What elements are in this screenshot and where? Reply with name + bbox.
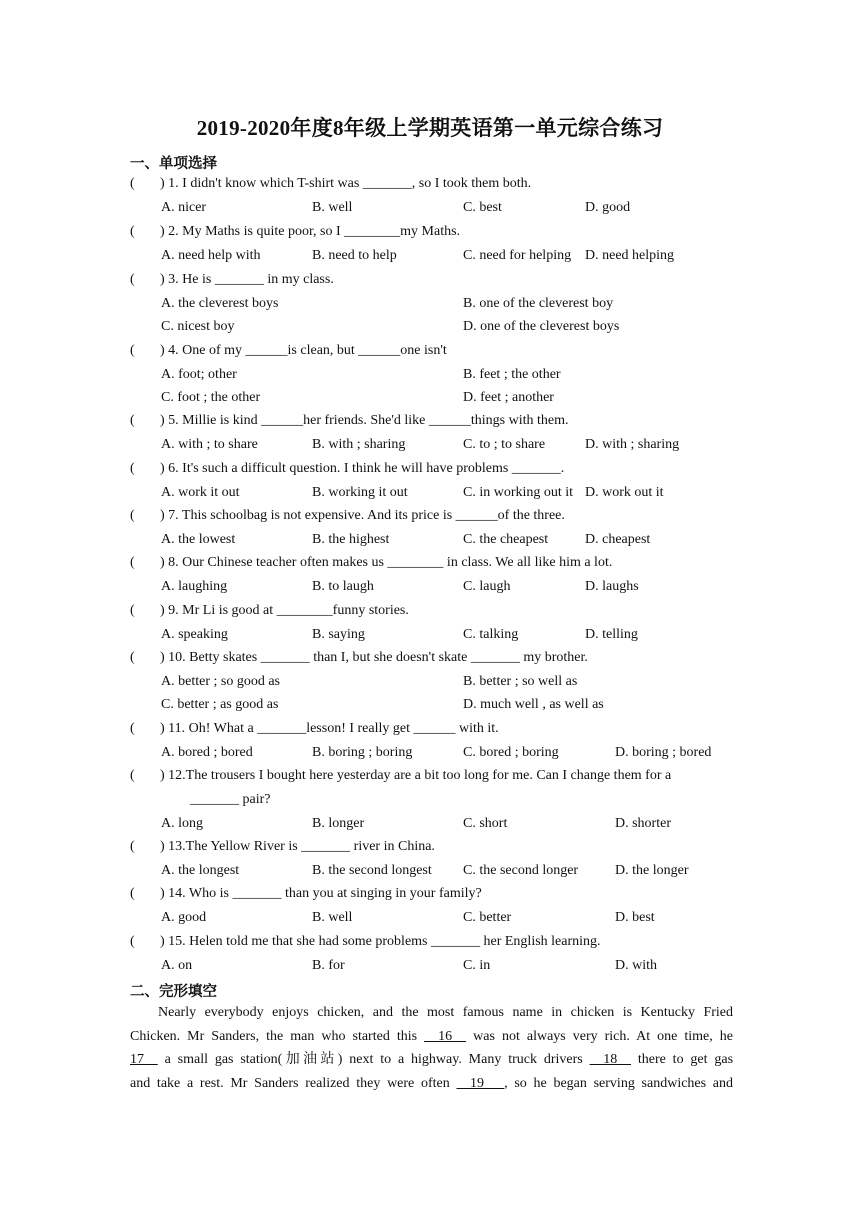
question-5 [130, 413, 569, 429]
answer-paren: ( [130, 934, 135, 949]
option-a: A. better ; so good as [161, 674, 280, 689]
question-3 [130, 272, 334, 288]
option-a: A. the longest [161, 863, 240, 878]
answer-paren: ( [130, 555, 135, 570]
option-b: B. working it out [312, 485, 408, 500]
section-heading-single-choice: 一、单项选择 [130, 156, 217, 172]
answer-paren: ( [130, 839, 135, 854]
answer-paren: ( [130, 413, 135, 428]
question-text: ) 9. Mr Li is good at ________funny stories. [160, 603, 409, 618]
option-a: A. work it out [161, 485, 240, 500]
answer-paren: ( [130, 768, 135, 783]
option-c: C. to ; to share [463, 437, 546, 452]
option-c: C. talking [463, 627, 519, 642]
question-9 [130, 603, 409, 619]
question-text: ) 6. It's such a difficult question. I think he will have problems _______. [160, 461, 565, 476]
question-4 [130, 343, 447, 359]
option-c: C. in working out it [463, 485, 574, 500]
answer-paren: ( [130, 224, 135, 239]
question-11 [130, 721, 499, 737]
cloze-line [130, 1001, 733, 1025]
option-b: B. one of the cleverest boy [463, 296, 614, 311]
answer-paren: ( [130, 886, 135, 901]
option-c: C. the second longer [463, 863, 579, 878]
question-12 [130, 768, 671, 784]
question-15 [130, 934, 601, 950]
option-b: B. the highest [312, 532, 390, 547]
cloze-text: there to get gas [637, 1052, 734, 1068]
option-c: C. the cheapest [463, 532, 549, 547]
cloze-text: Nearly everybody enjoys chicken, and the most famous name in chicken is Kentucky Fried [158, 1005, 733, 1020]
option-b: B. feet ; the other [463, 367, 561, 382]
answer-paren: ( [130, 343, 135, 358]
answer-paren: ( [130, 272, 135, 287]
question-text: ) 15. Helen told me that she had some problems _______ her English learning. [160, 934, 601, 949]
cloze-line [130, 1072, 733, 1096]
answer-paren: ( [130, 721, 135, 736]
question-6 [130, 461, 564, 477]
option-b: B. for [312, 958, 345, 973]
option-b: B. saying [312, 627, 365, 642]
question-text: ) 14. Who is _______ than you at singing in your family? [160, 886, 482, 901]
option-b: B. to laugh [312, 579, 374, 594]
answer-paren: ( [130, 603, 135, 618]
option-b: B. better ; so well as [463, 674, 578, 689]
option-c: C. in [463, 958, 491, 973]
option-d: D. feet ; another [463, 390, 554, 405]
option-a: A. with ; to share [161, 437, 258, 452]
option-a: A. nicer [161, 200, 207, 215]
option-d: D. the longer [615, 863, 689, 878]
option-a: A. good [161, 910, 207, 925]
question-text: ) 3. He is _______ in my class. [160, 272, 334, 287]
option-d: D. good [585, 200, 631, 215]
blank-18: 18 [589, 1052, 631, 1068]
question-text: ) 11. Oh! What a _______lesson! I really get ______ with it. [160, 721, 499, 736]
blank-19: 19 [456, 1076, 505, 1092]
answer-paren: ( [130, 461, 135, 476]
option-a: A. bored ; bored [161, 745, 253, 760]
option-c: C. better ; as good as [161, 697, 279, 712]
question-text-continued: _______ pair? [190, 792, 271, 807]
option-d: D. one of the cleverest boys [463, 319, 620, 334]
question-text: ) 5. Millie is kind ______her friends. She'd like ______things with them. [160, 413, 569, 428]
option-a: A. speaking [161, 627, 228, 642]
question-text: ) 10. Betty skates _______ than I, but she doesn't skate _______ my brother. [160, 650, 588, 665]
option-d: D. with [615, 958, 657, 973]
option-d: D. boring ; bored [615, 745, 712, 760]
cloze-text: a small gas station(加油站) next to a highway. Many truck drivers [164, 1052, 583, 1068]
cloze-text: , so he began serving sandwiches and [504, 1076, 734, 1092]
blank-17: 17 [130, 1052, 158, 1068]
question-text: ) 1. I didn't know which T-shirt was _______, so I took them both. [160, 176, 532, 191]
option-d: D. shorter [615, 816, 671, 831]
question-1 [130, 176, 531, 192]
option-d: D. cheapest [585, 532, 651, 547]
option-b: B. need to help [312, 248, 397, 263]
cloze-text: Chicken. Mr Sanders, the man who started this [130, 1028, 418, 1044]
blank-16: 16 [424, 1028, 467, 1044]
option-d: D. best [615, 910, 655, 925]
option-d: D. much well , as well as [463, 697, 604, 712]
option-a: A. long [161, 816, 203, 831]
cloze-line [130, 1048, 733, 1072]
option-d: D. work out it [585, 485, 664, 500]
question-text: ) 4. One of my ______is clean, but ______one isn't [160, 343, 447, 358]
question-14 [130, 886, 482, 902]
section-heading-cloze: 二、完形填空 [130, 984, 217, 1000]
question-8 [130, 555, 612, 571]
option-b: B. the second longest [312, 863, 432, 878]
option-c: C. better [463, 910, 512, 925]
option-a: A. the lowest [161, 532, 236, 547]
answer-paren: ( [130, 508, 135, 523]
option-a: A. on [161, 958, 193, 973]
option-a: A. laughing [161, 579, 228, 594]
cloze-text: and take a rest. Mr Sanders realized they were often [130, 1076, 450, 1092]
option-a: A. foot; other [161, 367, 237, 382]
question-text: ) 7. This schoolbag is not expensive. And its price is ______of the three. [160, 508, 565, 523]
cloze-line [130, 1025, 733, 1049]
question-text: ) 12.The trousers I bought here yesterday are a bit too long for me. Can I change them for a [160, 768, 672, 783]
option-d: D. need helping [585, 248, 675, 263]
option-c: C. best [463, 200, 502, 215]
option-c: C. laugh [463, 579, 511, 594]
option-b: B. longer [312, 816, 365, 831]
option-b: B. well [312, 200, 353, 215]
option-c: C. bored ; boring [463, 745, 559, 760]
option-c: C. foot ; the other [161, 390, 261, 405]
option-d: D. telling [585, 627, 638, 642]
cloze-text: was not always very rich. At one time, he [473, 1028, 733, 1044]
option-c: C. nicest boy [161, 319, 235, 334]
answer-paren: ( [130, 650, 135, 665]
question-text: ) 2. My Maths is quite poor, so I ________my Maths. [160, 224, 461, 239]
question-text: ) 13.The Yellow River is _______ river in China. [160, 839, 435, 854]
option-b: B. with ; sharing [312, 437, 406, 452]
cloze-passage [130, 1001, 733, 1096]
question-13 [130, 839, 435, 855]
option-c: C. short [463, 816, 508, 831]
answer-paren: ( [130, 176, 135, 191]
option-d: D. with ; sharing [585, 437, 680, 452]
question-2 [130, 224, 460, 240]
option-c: C. need for helping [463, 248, 572, 263]
question-10 [130, 650, 588, 666]
option-a: A. need help with [161, 248, 261, 263]
document-title: 2019-2020年度8年级上学期英语第一单元综合练习 [196, 116, 664, 140]
question-7 [130, 508, 565, 524]
option-a: A. the cleverest boys [161, 296, 279, 311]
option-d: D. laughs [585, 579, 639, 594]
option-b: B. well [312, 910, 353, 925]
question-text: ) 8. Our Chinese teacher often makes us ________ in class. We all like him a lot. [160, 555, 613, 570]
option-b: B. boring ; boring [312, 745, 413, 760]
